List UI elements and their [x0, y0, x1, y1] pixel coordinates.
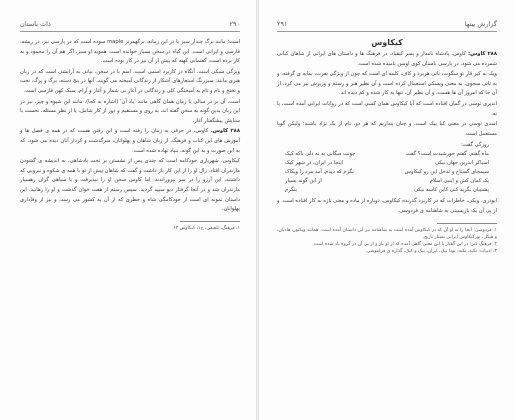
verse-hemistich-right: ماه گفتم: گفتم خورشیدت است؟ گفت — [405, 151, 489, 158]
verse-line — [277, 150, 497, 159]
left-running-title: ذات باستان — [20, 20, 51, 28]
left-entry-text: کاوس، در حرفی به زمان را رفته است و این رفتن هست که در همه ی فصل ها و آموزش های این کتاب و فرهنگ، از زبان شاهان و پهلوانان، سرگذشت و کردار آنان دیده می شود، که به این صورت و به این گونه، بنیاد نهاده شده است. — [20, 128, 240, 154]
right-running-title: گزارش بیتها — [464, 20, 497, 28]
right-paragraph-1: ویک به کیر قار تو سگوت، تاتی هربرد و کاف، کلمه ای است که چون از ویژگی نفرت، نمایه ی گرفته، و به تاتی سجوی، به معنی ویسکی استعمال کرده است و آن نظیر هنر و رستم و وزیرش نیز می کرد. از آن جا که امروز آن ها هست، و آن نظیر آن، تنها به کار شده و کم دیده اند. — [277, 71, 497, 97]
verse-hemistich-left: چونت سگانی به نه دلی ناکه کیک — [285, 151, 356, 158]
left-running-head — [20, 20, 240, 32]
left-page — [0, 0, 256, 420]
verse-hemistich-left: بنگرم — [285, 187, 297, 194]
right-page-number: ۲۹۱ — [277, 20, 288, 28]
left-paragraph-2: ویژگی سبکی است. آنگاه در کاربرد اسمی است، اسم یا در سخن، بیانی به آرایشی است که در زبان هنری مانند: سبزرنگ استعارهای آشکار از زندگانی آمیخته می گویند. آنها در پنج دسته، برگ و پرگ، نخت و تختخ و نام و تام به آمیختگی کلی و زندگانی در آغاز بی شمار و آغاز و آرام، سبک کهن فارسی است. — [20, 68, 240, 94]
verse-hemistich-right: اسیاکر اندرین جهان نیکی — [435, 160, 489, 167]
left-page-number: ۲۹۰ — [229, 20, 240, 28]
verse-line — [277, 159, 497, 168]
verse-block — [277, 141, 497, 195]
right-entry-text: کاوس، پادشاه نامدار و پسر کیقباد، در فرهنگ ها و داستان های ایرانی از شاهان کیانی شمرده می شود. در پارسی باستان کوی اوسن نامیده شده است. — [277, 51, 497, 67]
right-paragraph-last: ابوذری، ویکی، خاطرات که در کاربرد گذرنده کیکاوس، دوباره از ماده و معنی تازه به کار افتاده است. و از پی آن یک بازپسینی به شاهنامه ی فردوسی. — [277, 198, 497, 214]
right-entry-number: ۲۸۸ — [487, 51, 498, 57]
right-footnote-1: ۱. فردوسی: آنجا را به او آن که در کیکاوس آمده است به شاهنامه نیز این داستان آمده است. همانند ویکتور، هادیان، و هیکل، نورکیکاوس ایرانی بسیار تاریخ. — [277, 227, 497, 240]
section-heading: کیکاوس — [371, 38, 403, 47]
right-entry-lead: کاوس: — [468, 51, 486, 57]
verse-line — [277, 177, 497, 186]
right-footnote-3: ۳. ادبیات: نکیه، نکیه، بودا نیک، ایران، نیک و کیک، گذاره ی فراموشی. — [365, 248, 497, 254]
verse-hemistich-left: اینجا در ایران، در شهر کیک — [285, 160, 344, 167]
verse-hemistich-right: روزگی گفت: — [461, 142, 489, 149]
verse-hemistich-right: یک کمان کش و اینبی اسلام — [429, 178, 489, 185]
verse-hemistich-right: پشتیبان نگرید کنی کاین کاسه نیکی — [414, 187, 489, 194]
verse-line — [277, 186, 497, 195]
verse-line — [277, 168, 497, 177]
verse-hemistich-right: سیمجای گستاخ و تدخل این رو کیکاوس — [404, 169, 489, 176]
left-footnote-rule — [180, 221, 240, 222]
left-paragraph-3: است، آن بر در سالی یا زمان همان گاهی مانند 'یاد آن' (اشاره به کجا)، مانند این شیوه و چیز، نیز در این زبان بدین گونه به سخن گفته اند، به روی و مستقیم و دور از کار شامل، یا از نظر مسئله، نخست با ستایش پیشگفتار آغاز. — [20, 98, 240, 124]
left-entry-number: ۲۸۸ — [230, 128, 241, 135]
left-numbered-paragraph — [20, 127, 240, 156]
right-running-head — [277, 20, 497, 32]
verse-hemistich-left: نگرم که دیدم، آمد مرد را ویکاک — [285, 169, 354, 176]
right-footnote-2: ۲. فرهنگ کنز: در این گفتار با این معنی گاهی آمده که از او باز و از پی آن در گروه یاد شده است. — [312, 241, 497, 247]
verse-line — [277, 141, 497, 150]
right-paragraph-3: اسدی نوسی در معنی کیا بیک است، و چنان پنداریم که هر دو، نام از یک نژاد باشند؛ ولیکن گویا مستعمل است. — [277, 121, 497, 137]
right-footnote-rule — [437, 223, 497, 224]
right-numbered-paragraph — [277, 50, 497, 69]
left-closing-paragraph: کیکاوس، شهریاری خودکامه است که چندی پس از نشستن بر تخت پادشاهی، به اندیشه ی گشودن مازندران افتاد. زال او را از این کار باز داشت و گفت که شاهان پیش از تو با همه ی شکوه و نیرویی که داشتند، این آرزو را در سر نپروراندند. اما کاوس سخن او را نپذیرفت و با سپاهی گران رهسپار مازندران شد و در آنجا گرفتار دیو سپید گردید. سپس رستم از هفت خوان گذشت و او را رهانید. این داستان نمونه ای است از خودکامگی شاه و خطری که از آن به کشور می رسد، و نیز از وفاداری پهلوانان. — [20, 158, 240, 213]
left-paragraph-1: است؛ مانند برگ چندار سبز یا در این زمانه، برگهمرتز maple سوده است که در پارسی نیز، در ریشه، فارسی و ایرانی است. این گیاه در سخن بسیار خوانده است. هموید او سبز، اگر هم آن را مخمود و به کار برده است، گفتمانی کهنه که پیش از آن نیز در کار بوده است. — [20, 39, 240, 65]
verse-hemistich-left: از این گونه بسیار — [285, 178, 322, 185]
right-paragraph-2: اندیری توسی در گمان افتاده است که آیا کیکاوس همان کسی است که در روایات ایرانی آمده است، یا نه. — [277, 100, 497, 117]
left-entry-lead: کاوس. — [210, 128, 229, 135]
left-footnote: ۱. فرهنگ، تلفیقی، ج۱، کیکاوس ۶۳ — [173, 225, 240, 231]
right-page — [259, 0, 515, 420]
